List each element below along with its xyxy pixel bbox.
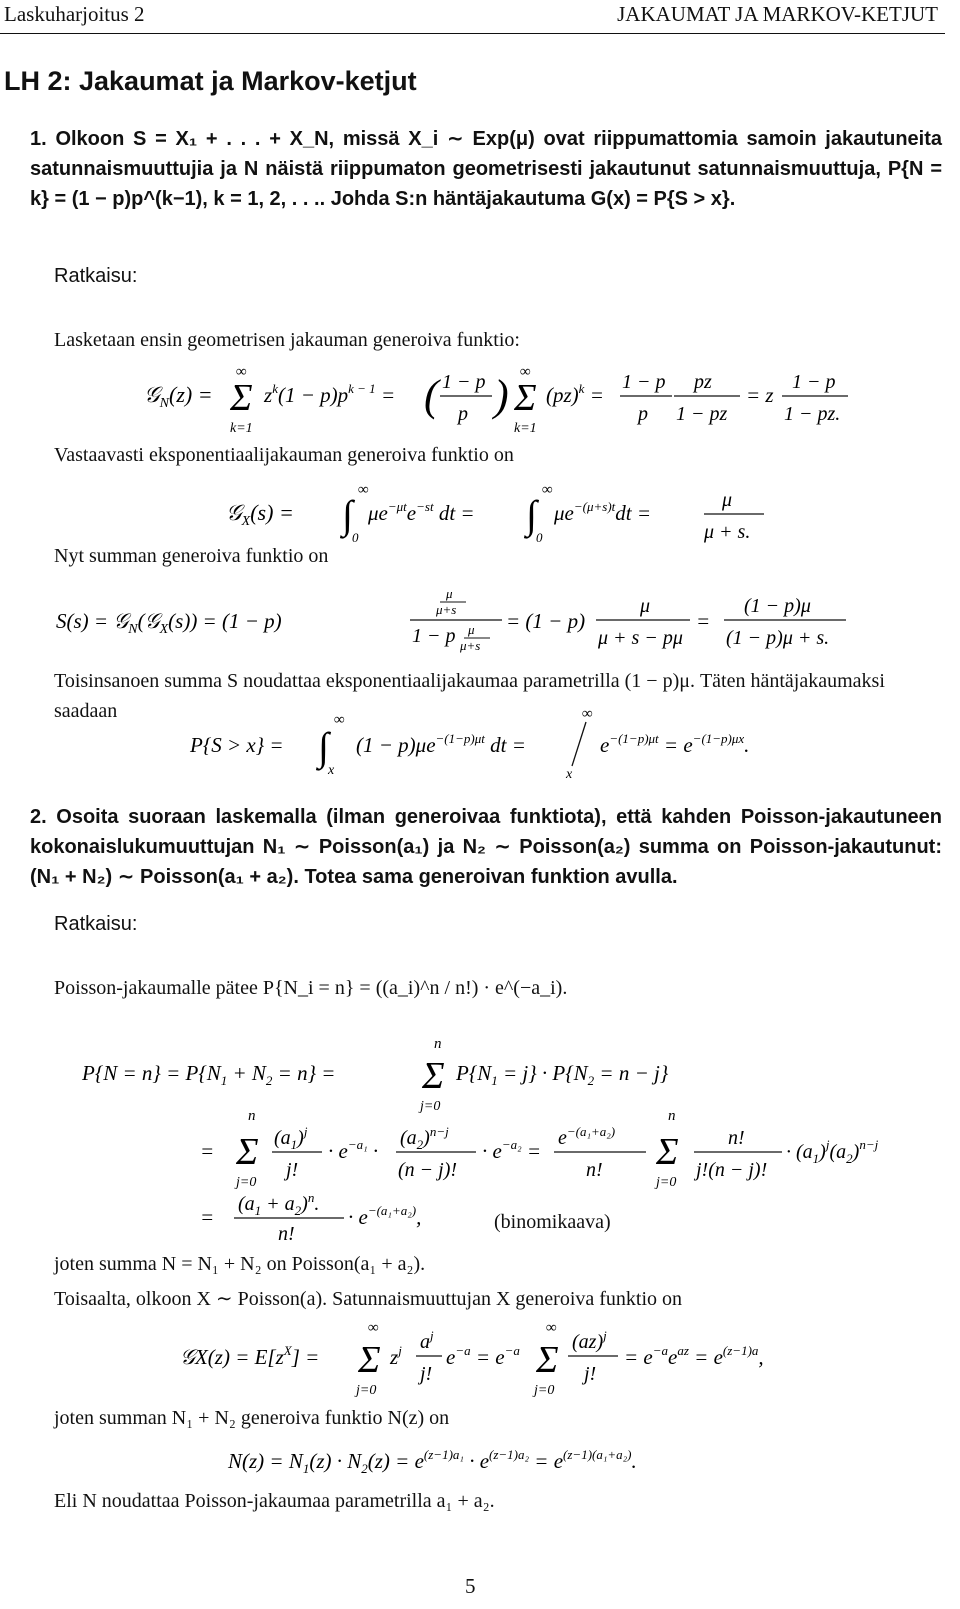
p1-equation-1 <box>140 364 880 446</box>
svg-text:j!: j! <box>286 1159 299 1181</box>
p2-line-5: Eli N noudattaa Poisson-jakaumaa parametrilla a₁ + a₂. <box>54 1490 495 1512</box>
svg-text:(a1)j: $(a_1)^j$ <box>274 1124 308 1152</box>
p1-line-1: Lasketaan ensin geometrisen jakauman generoiva funktio: <box>54 329 520 351</box>
svg-text:1 − p: 1 − p <box>412 625 456 647</box>
p1-equation-3 <box>56 586 886 666</box>
svg-text:n: n <box>248 1108 256 1124</box>
header-left-text: Laskuharjoitus 2 <box>4 2 145 26</box>
svg-text:n!: n! <box>278 1223 295 1245</box>
svg-text:1 − p: 1 − p <box>622 371 666 393</box>
p1-equation-1-graphic <box>140 364 880 440</box>
svg-text:∫: ∫ <box>342 492 353 537</box>
svg-text:Σ: Σ <box>422 1055 445 1097</box>
svg-text:· e−a₂ =: · $e^{-a_2}$ = <box>482 1137 542 1163</box>
header-rule <box>0 33 945 34</box>
p1-line-3: Nyt summan generoiva funktio on <box>54 545 329 567</box>
svg-text:∞: ∞ <box>358 482 369 498</box>
header-right-text: JAKAUMAT JA MARKOV-KETJUT <box>617 2 938 26</box>
svg-text:𝒢X(s) =: 𝒢$_X$(s) = <box>226 500 294 529</box>
svg-text:𝒢N(z) =: 𝒢$_N$(z) = <box>144 382 213 411</box>
p1-equation-4 <box>190 706 830 784</box>
svg-text:0: 0 <box>536 530 543 545</box>
p2-equation-2 <box>180 1322 880 1408</box>
svg-text:μ: μ <box>640 595 651 617</box>
running-header-right <box>617 2 938 27</box>
svg-text:μ + s − pμ: μ + s − pμ <box>598 627 683 649</box>
svg-text:j=0: j=0 <box>656 1175 677 1190</box>
svg-text:j=0: j=0 <box>236 1175 257 1190</box>
svg-text:S(s) = 𝒢N(𝒢X(s)) = (1 − p): S(s) = 𝒢$_N$(𝒢$_X$(s)) = (1 − p) <box>56 609 282 637</box>
problem-2-text: Osoita suoraan laskemalla (ilman generoivaa funktiota), että kahden Poisson-jakautuneen kokonaislukumuuttujan N₁ ∼ Poisson(a₁) ja N₂ ∼ Poisson(a₂) summa on Poisson-jakautunut: (N₁ + N₂) ∼ Poisson(a₁ + a₂). Totea sama generoivan funktion avulla. <box>30 806 942 888</box>
problem-1-number: 1. <box>30 128 47 150</box>
svg-text:(az)j: (az)$^j$ <box>572 1328 607 1353</box>
svg-text:j=0: j=0 <box>534 1383 555 1398</box>
svg-text:μ+s: μ+s <box>460 638 481 653</box>
svg-text:μ: μ <box>722 489 733 511</box>
svg-text:N(z) = N1(z) · N2(z) = e(z−1)a: $N(z) = N_1(z) \cdot N_2(z) = e^{(z-1)a_1} \cdot e^{(z-1)a_2} = e^{(z-1)(a_1+a_2)}$. <box>228 1447 637 1476</box>
svg-text:= (1 − p): = (1 − p) <box>506 609 586 633</box>
svg-text:= e−aeaz = e(z−1)a,: = $e^{-a}e^{az} = e^{(z-1)a}$, <box>624 1343 764 1369</box>
svg-text:e−(1−p)μt = e−(1−p)μx.: $e^{-(1-p)\mu t} = e^{-(1-p)\mu x}$. <box>600 731 750 757</box>
svg-text:∫: ∫ <box>526 492 537 537</box>
svg-text:n: n <box>668 1108 676 1124</box>
problem-1-text: Olkoon S = X₁ + . . . + X_N, missä X_i ∼ Exp(μ) ovat riippumattomia samoin jakautuneita satunnaismuuttujia ja N näistä riippumaton geometrisesti jakautunut satunnaismuuttuja, P{N = k} = (1 − p)p^(k−1), k = 1, 2, . . .. Johda S:n häntäjakautuma G(x) = P{S > x}. <box>30 128 942 210</box>
p2-line-1: Poisson-jakaumalle pätee P{N_i = n} = ((a_i)^n / n!) · e^(−a_i). <box>54 977 568 999</box>
svg-text:Σ: Σ <box>536 1339 559 1381</box>
svg-text:(1 − p)μ: (1 − p)μ <box>744 595 811 617</box>
svg-text:p: p <box>638 403 648 425</box>
svg-text:· e−a₁ ·: · $e^{-a_1}$ · <box>328 1137 379 1163</box>
problem-1-statement <box>30 124 942 214</box>
svg-text:· (a1)j(a2)n−j: · $(a_1)^j(a_2)^{n-j}$ <box>786 1137 879 1166</box>
svg-text:μ+s: μ+s <box>436 602 457 617</box>
binomial-note: (binomikaava) <box>494 1211 611 1233</box>
svg-text:=: = <box>200 1205 215 1229</box>
svg-text:1 − pz.: 1 − pz. <box>784 403 841 425</box>
svg-text:0: 0 <box>352 530 359 545</box>
svg-text:p: p <box>458 403 468 425</box>
running-header-left <box>4 2 145 27</box>
svg-text:P{N1 = j} · P{N2 = n − j}: $P\{N_1 = j\} \cdot P\{N_2 = n - j\}$ <box>456 1061 669 1088</box>
svg-text:μe−μte−st dt =: $\mu e^{-\mu t}e^{-st}$ dt = <box>368 499 475 525</box>
svg-text:x: x <box>566 767 573 782</box>
svg-text:1 − p: 1 − p <box>442 371 486 393</box>
svg-text:Σ: Σ <box>358 1339 381 1381</box>
problem-2-number: 2. <box>30 806 47 828</box>
svg-text:zk(1 − p)pk − 1 =: $z^k(1 - p)p^{k - 1}$ = <box>264 381 396 407</box>
svg-text:n: n <box>434 1036 442 1052</box>
svg-text:j!: j! <box>420 1363 433 1385</box>
svg-text:Σ: Σ <box>236 1131 259 1173</box>
p2-line-3: Toisaalta, olkoon X ∼ Poisson(a). Satunnaismuuttujan X generoiva funktio on <box>54 1288 683 1310</box>
svg-text:1 − p: 1 − p <box>792 371 836 393</box>
svg-text:(a2)n−j: $(a_2)^{n-j}$ <box>400 1124 449 1152</box>
p2-equation-3 <box>228 1440 828 1486</box>
svg-text:∞: ∞ <box>546 1320 557 1336</box>
p1-equation-4-graphic <box>190 706 830 782</box>
p1-equation-3-graphic <box>56 586 886 660</box>
svg-text:(: ( <box>424 371 439 420</box>
svg-text:∞: ∞ <box>542 482 553 498</box>
p2-equation-3-graphic <box>228 1440 828 1480</box>
svg-text:j!: j! <box>584 1363 597 1385</box>
svg-text:(1 − p)μe−(1−p)μt dt =: $(1 - p)\mu e^{-(1-p)\mu t}$ dt = <box>356 731 526 757</box>
svg-text:(n − j)!: (n − j)! <box>398 1159 458 1181</box>
svg-text:j=0: j=0 <box>356 1383 377 1398</box>
svg-text:∞: ∞ <box>520 364 531 380</box>
svg-text:∞: ∞ <box>334 712 345 728</box>
svg-text:k=1: k=1 <box>230 421 253 436</box>
svg-text:n!: n! <box>586 1159 603 1181</box>
page-number: 5 <box>465 1574 476 1598</box>
svg-text:∞: ∞ <box>236 364 247 380</box>
svg-text:μe−(μ+s)tdt =: $\mu e^{-(\mu+s)t}dt$ = <box>554 499 652 525</box>
svg-text:∞: ∞ <box>582 706 593 722</box>
section-title: LH 2: Jakaumat ja Markov-ketjut <box>4 66 417 96</box>
svg-text:𝒢X(z) = E[zX] =: 𝒢X(z) = $E[z^X]$ = <box>180 1343 320 1369</box>
svg-text:aj: $a^j$ <box>420 1328 434 1353</box>
svg-text:= z: = z <box>746 383 774 407</box>
p2-equation-2-graphic <box>180 1322 880 1402</box>
svg-text:(pz)k =: (pz)$^k$ = <box>546 381 604 407</box>
svg-text:): ) <box>494 371 509 420</box>
svg-text:P{S > x} =: P{S > x} = <box>190 733 284 757</box>
svg-text:μ: μ <box>468 622 475 637</box>
svg-text:zj: $z^j$ <box>390 1343 402 1369</box>
problem-2-solution-label: Ratkaisu: <box>54 913 138 935</box>
svg-text:e−a = e−a: $e^{-a} = e^{-a}$ <box>446 1343 520 1369</box>
svg-text:μ: μ <box>446 586 453 601</box>
svg-text:Σ: Σ <box>230 377 253 419</box>
svg-text:· e−(a₁+a₂),: · $e^{-(a_1+a_2)}$, <box>348 1203 422 1229</box>
svg-text:∫: ∫ <box>318 724 329 769</box>
svg-text:e−(a₁+a₂): $e^{-(a_1+a_2)}$ <box>558 1124 616 1149</box>
problem-2-statement <box>30 802 942 892</box>
p1-equation-2-graphic <box>226 482 826 546</box>
svg-text:(1 − p)μ + s.: (1 − p)μ + s. <box>726 627 830 649</box>
svg-text:Σ: Σ <box>656 1131 679 1173</box>
svg-text:n!: n! <box>728 1127 745 1149</box>
svg-text:μ + s.: μ + s. <box>704 521 751 543</box>
problem-1-solution-label: Ratkaisu: <box>54 265 138 287</box>
svg-text:pz: pz <box>694 371 712 393</box>
svg-text:Σ: Σ <box>514 377 537 419</box>
svg-text:j=0: j=0 <box>420 1099 441 1114</box>
svg-text:1 − pz: 1 − pz <box>676 403 728 425</box>
svg-text:(a1 + a2)n.: $(a_1 + a_2)^n$. <box>238 1190 320 1218</box>
svg-text:k=1: k=1 <box>514 421 537 436</box>
svg-text:x: x <box>328 763 335 778</box>
svg-text:P{N = n} = P{N1 + N2 = n}: $P\{N = n\} = P\{N_1 + N_2 = n\}$ = <box>82 1061 336 1088</box>
svg-text:=: = <box>200 1139 215 1163</box>
svg-text:=: = <box>696 609 711 633</box>
svg-text:∞: ∞ <box>368 1320 379 1336</box>
p1-line-2: Vastaavasti eksponentiaalijakauman generoiva funktio on <box>54 444 514 466</box>
p2-line-4: joten summan N₁ + N₂ generoiva funktio N(z) on <box>54 1407 450 1429</box>
p2-line-2: joten summa N = N₁ + N₂ on Poisson(a₁ + a₂). <box>54 1253 426 1275</box>
svg-text:j!(n − j)!: j!(n − j)! <box>696 1159 768 1181</box>
p1-line-4: Toisinsanoen summa S noudattaa eksponentiaalijakaumaa parametrilla (1 − p)μ. Täten häntäjakaumaksi saadaan <box>54 670 885 722</box>
